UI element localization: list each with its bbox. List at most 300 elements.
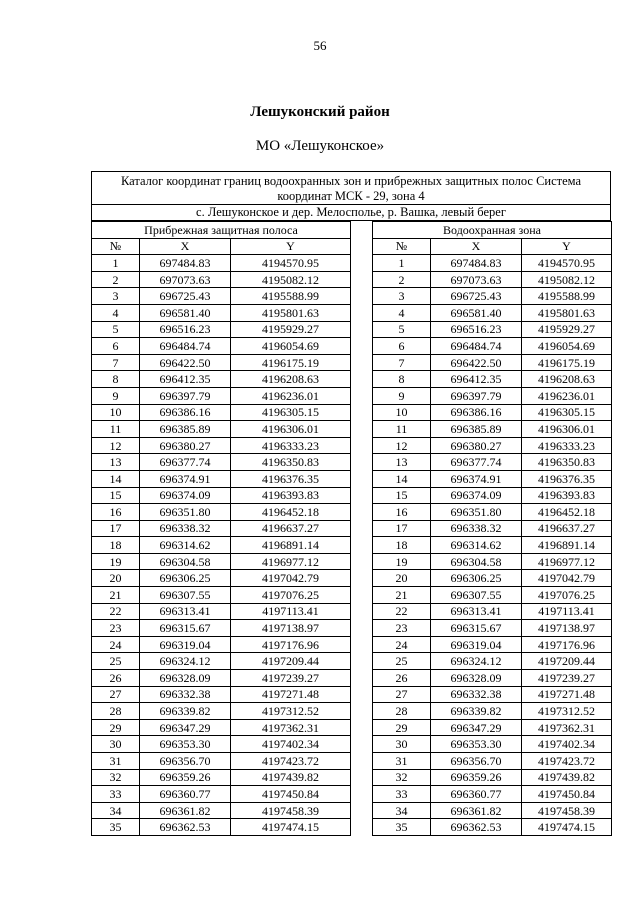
- table-row: [92, 520, 351, 537]
- x-coordinate: 696315.67: [431, 620, 522, 637]
- y-coordinate: 4197402.34: [231, 736, 351, 753]
- point-number: 34: [373, 802, 431, 819]
- x-coordinate: 696351.80: [431, 504, 522, 521]
- x-coordinate: 696484.74: [140, 338, 231, 355]
- x-coordinate: 696374.91: [431, 470, 522, 487]
- table-row: [373, 587, 612, 604]
- y-coordinate: 4196305.15: [231, 404, 351, 421]
- table-row: [92, 636, 351, 653]
- x-coordinate: 696307.55: [140, 587, 231, 604]
- table-row: [373, 686, 612, 703]
- x-coordinate: 696332.38: [140, 686, 231, 703]
- point-number: 20: [92, 570, 140, 587]
- x-coordinate: 696319.04: [140, 636, 231, 653]
- point-number: 3: [373, 288, 431, 305]
- table-row: [373, 703, 612, 720]
- x-coordinate: 696304.58: [140, 553, 231, 570]
- tables-area: [91, 221, 611, 841]
- y-coordinate: 4197113.41: [231, 603, 351, 620]
- y-coordinate: 4197439.82: [231, 769, 351, 786]
- coordinate-catalog: [91, 171, 611, 841]
- table-row: [92, 504, 351, 521]
- point-number: 3: [92, 288, 140, 305]
- table-row: [92, 719, 351, 736]
- y-coordinate: 4197402.34: [522, 736, 612, 753]
- y-coordinate: 4197239.27: [522, 670, 612, 687]
- y-coordinate: 4196306.01: [522, 421, 612, 438]
- x-coordinate: 696351.80: [140, 504, 231, 521]
- table-row: [373, 537, 612, 554]
- y-coordinate: 4197450.84: [231, 786, 351, 803]
- point-number: 1: [373, 255, 431, 272]
- y-coordinate: 4196208.63: [231, 371, 351, 388]
- x-coordinate: 696361.82: [140, 802, 231, 819]
- y-coordinate: 4196977.12: [522, 553, 612, 570]
- table-row: [92, 802, 351, 819]
- y-coordinate: 4197474.15: [231, 819, 351, 836]
- y-coordinate: 4197439.82: [522, 769, 612, 786]
- y-coordinate: 4195929.27: [231, 321, 351, 338]
- point-number: 15: [92, 487, 140, 504]
- table-row: [373, 271, 612, 288]
- x-coordinate: 696324.12: [140, 653, 231, 670]
- x-coordinate: 696314.62: [140, 537, 231, 554]
- point-number: 20: [373, 570, 431, 587]
- table-row: [373, 288, 612, 305]
- point-number: 26: [373, 670, 431, 687]
- table-row: [373, 670, 612, 687]
- y-coordinate: 4197239.27: [231, 670, 351, 687]
- x-coordinate: 696374.91: [140, 470, 231, 487]
- table-row: [92, 371, 351, 388]
- point-number: 13: [373, 454, 431, 471]
- y-coordinate: 4197113.41: [522, 603, 612, 620]
- x-coordinate: 696314.62: [431, 537, 522, 554]
- y-coordinate: 4196236.01: [522, 387, 612, 404]
- point-number: 24: [373, 636, 431, 653]
- x-coordinate: 697073.63: [431, 271, 522, 288]
- x-coordinate: 696377.74: [431, 454, 522, 471]
- point-number: 23: [373, 620, 431, 637]
- y-coordinate: 4196376.35: [522, 470, 612, 487]
- table-row: [92, 304, 351, 321]
- table-row: [373, 636, 612, 653]
- y-coordinate: 4195801.63: [231, 304, 351, 321]
- x-coordinate: 697073.63: [140, 271, 231, 288]
- point-number: 19: [373, 553, 431, 570]
- x-coordinate: 696347.29: [431, 719, 522, 736]
- y-coordinate: 4197450.84: [522, 786, 612, 803]
- table-row: [92, 404, 351, 421]
- point-number: 35: [373, 819, 431, 836]
- table-row: [373, 802, 612, 819]
- table-row: [92, 255, 351, 272]
- y-coordinate: 4197209.44: [522, 653, 612, 670]
- table-row: [373, 653, 612, 670]
- point-number: 6: [92, 338, 140, 355]
- x-coordinate: 696581.40: [431, 304, 522, 321]
- y-coordinate: 4196452.18: [231, 504, 351, 521]
- point-number: 30: [92, 736, 140, 753]
- x-coordinate: 696385.89: [431, 421, 522, 438]
- table-row: [373, 719, 612, 736]
- table-row: [373, 786, 612, 803]
- x-coordinate: 696306.25: [431, 570, 522, 587]
- column-header-x: X: [431, 238, 522, 255]
- table-row: [92, 653, 351, 670]
- y-coordinate: 4196393.83: [522, 487, 612, 504]
- y-coordinate: 4196054.69: [522, 338, 612, 355]
- x-coordinate: 696359.26: [431, 769, 522, 786]
- table-row: [92, 603, 351, 620]
- y-coordinate: 4197362.31: [231, 719, 351, 736]
- y-coordinate: 4196891.14: [231, 537, 351, 554]
- point-number: 4: [373, 304, 431, 321]
- point-number: 8: [92, 371, 140, 388]
- table-row: [92, 537, 351, 554]
- x-coordinate: 696725.43: [431, 288, 522, 305]
- table-row: [373, 470, 612, 487]
- x-coordinate: 696360.77: [140, 786, 231, 803]
- x-coordinate: 696359.26: [140, 769, 231, 786]
- coastal-protection-rows: [92, 255, 351, 836]
- table-row: [92, 819, 351, 836]
- table-row: [373, 769, 612, 786]
- table-row: [373, 504, 612, 521]
- y-coordinate: 4194570.95: [522, 255, 612, 272]
- y-coordinate: 4194570.95: [231, 255, 351, 272]
- x-coordinate: 696313.41: [431, 603, 522, 620]
- x-coordinate: 696412.35: [140, 371, 231, 388]
- y-coordinate: 4195588.99: [231, 288, 351, 305]
- point-number: 11: [92, 421, 140, 438]
- y-coordinate: 4196054.69: [231, 338, 351, 355]
- table-row: [373, 255, 612, 272]
- x-coordinate: 696319.04: [431, 636, 522, 653]
- point-number: 8: [373, 371, 431, 388]
- point-number: 5: [373, 321, 431, 338]
- y-coordinate: 4197042.79: [522, 570, 612, 587]
- x-coordinate: 696328.09: [140, 670, 231, 687]
- y-coordinate: 4197474.15: [522, 819, 612, 836]
- table-row: [373, 304, 612, 321]
- coastal-protection-caption: Прибрежная защитная полоса: [92, 222, 351, 239]
- point-number: 31: [92, 753, 140, 770]
- column-header-number: №: [92, 238, 140, 255]
- x-coordinate: 696313.41: [140, 603, 231, 620]
- point-number: 33: [92, 786, 140, 803]
- point-number: 19: [92, 553, 140, 570]
- x-coordinate: 696374.09: [140, 487, 231, 504]
- y-coordinate: 4196333.23: [522, 437, 612, 454]
- x-coordinate: 696386.16: [140, 404, 231, 421]
- water-protection-table: [372, 221, 612, 836]
- point-number: 2: [373, 271, 431, 288]
- table-row: [373, 404, 612, 421]
- table-row: [373, 421, 612, 438]
- table-row: [373, 603, 612, 620]
- point-number: 32: [373, 769, 431, 786]
- column-header-number: №: [373, 238, 431, 255]
- table-row: [92, 387, 351, 404]
- x-coordinate: 696385.89: [140, 421, 231, 438]
- point-number: 25: [92, 653, 140, 670]
- y-coordinate: 4196305.15: [522, 404, 612, 421]
- table-row: [92, 753, 351, 770]
- table-row: [373, 819, 612, 836]
- y-coordinate: 4195082.12: [231, 271, 351, 288]
- y-coordinate: 4197271.48: [522, 686, 612, 703]
- point-number: 17: [92, 520, 140, 537]
- point-number: 13: [92, 454, 140, 471]
- x-coordinate: 696307.55: [431, 587, 522, 604]
- y-coordinate: 4197271.48: [231, 686, 351, 703]
- y-coordinate: 4196236.01: [231, 387, 351, 404]
- table-row: [92, 454, 351, 471]
- point-number: 2: [92, 271, 140, 288]
- water-protection-caption: Водоохранная зона: [373, 222, 612, 239]
- y-coordinate: 4196452.18: [522, 504, 612, 521]
- y-coordinate: 4197176.96: [231, 636, 351, 653]
- point-number: 33: [373, 786, 431, 803]
- table-row: [92, 321, 351, 338]
- point-number: 29: [373, 719, 431, 736]
- table-row: [92, 354, 351, 371]
- x-coordinate: 696360.77: [431, 786, 522, 803]
- y-coordinate: 4197423.72: [522, 753, 612, 770]
- point-number: 10: [373, 404, 431, 421]
- y-coordinate: 4196350.83: [522, 454, 612, 471]
- point-number: 7: [92, 354, 140, 371]
- point-number: 27: [92, 686, 140, 703]
- y-coordinate: 4196977.12: [231, 553, 351, 570]
- x-coordinate: 696315.67: [140, 620, 231, 637]
- catalog-location: с. Лешуконское и дер. Мелосполье, р. Вашка, левый берег: [91, 205, 611, 221]
- point-number: 30: [373, 736, 431, 753]
- x-coordinate: 696361.82: [431, 802, 522, 819]
- x-coordinate: 697484.83: [140, 255, 231, 272]
- table-row: [92, 620, 351, 637]
- table-row: [92, 769, 351, 786]
- x-coordinate: 696725.43: [140, 288, 231, 305]
- y-coordinate: 4196376.35: [231, 470, 351, 487]
- x-coordinate: 696304.58: [431, 553, 522, 570]
- x-coordinate: 696356.70: [431, 753, 522, 770]
- x-coordinate: 696377.74: [140, 454, 231, 471]
- y-coordinate: 4196175.19: [231, 354, 351, 371]
- table-row: [92, 421, 351, 438]
- table-row: [92, 487, 351, 504]
- y-coordinate: 4197076.25: [231, 587, 351, 604]
- district-title: Лешуконский район: [250, 104, 390, 120]
- x-coordinate: 697484.83: [431, 255, 522, 272]
- y-coordinate: 4197458.39: [231, 802, 351, 819]
- x-coordinate: 696339.82: [140, 703, 231, 720]
- x-coordinate: 696380.27: [140, 437, 231, 454]
- point-number: 23: [92, 620, 140, 637]
- table-row: [92, 686, 351, 703]
- point-number: 9: [373, 387, 431, 404]
- column-header-y: Y: [231, 238, 351, 255]
- table-row: [373, 321, 612, 338]
- x-coordinate: 696353.30: [431, 736, 522, 753]
- table-row: [373, 620, 612, 637]
- table-row: [92, 587, 351, 604]
- y-coordinate: 4196175.19: [522, 354, 612, 371]
- point-number: 31: [373, 753, 431, 770]
- y-coordinate: 4196333.23: [231, 437, 351, 454]
- table-row: [92, 470, 351, 487]
- point-number: 21: [92, 587, 140, 604]
- municipality-title: МО «Лешуконское»: [255, 138, 385, 154]
- table-row: [373, 387, 612, 404]
- y-coordinate: 4197362.31: [522, 719, 612, 736]
- point-number: 12: [92, 437, 140, 454]
- y-coordinate: 4196637.27: [231, 520, 351, 537]
- x-coordinate: 696362.53: [140, 819, 231, 836]
- y-coordinate: 4197176.96: [522, 636, 612, 653]
- x-coordinate: 696397.79: [431, 387, 522, 404]
- point-number: 27: [373, 686, 431, 703]
- y-coordinate: 4197209.44: [231, 653, 351, 670]
- water-protection-rows: [373, 255, 612, 836]
- table-row: [373, 437, 612, 454]
- x-coordinate: 696306.25: [140, 570, 231, 587]
- table-row: [92, 736, 351, 753]
- y-coordinate: 4195082.12: [522, 271, 612, 288]
- point-number: 28: [373, 703, 431, 720]
- y-coordinate: 4196637.27: [522, 520, 612, 537]
- point-number: 34: [92, 802, 140, 819]
- x-coordinate: 696581.40: [140, 304, 231, 321]
- point-number: 28: [92, 703, 140, 720]
- table-row: [373, 487, 612, 504]
- y-coordinate: 4195588.99: [522, 288, 612, 305]
- y-coordinate: 4197312.52: [522, 703, 612, 720]
- y-coordinate: 4196393.83: [231, 487, 351, 504]
- x-coordinate: 696339.82: [431, 703, 522, 720]
- point-number: 26: [92, 670, 140, 687]
- x-coordinate: 696397.79: [140, 387, 231, 404]
- x-coordinate: 696386.16: [431, 404, 522, 421]
- table-row: [373, 736, 612, 753]
- point-number: 4: [92, 304, 140, 321]
- x-coordinate: 696338.32: [431, 520, 522, 537]
- point-number: 22: [373, 603, 431, 620]
- point-number: 29: [92, 719, 140, 736]
- table-row: [373, 354, 612, 371]
- point-number: 18: [373, 537, 431, 554]
- table-row: [373, 570, 612, 587]
- point-number: 10: [92, 404, 140, 421]
- catalog-title: [91, 171, 611, 205]
- x-coordinate: 696380.27: [431, 437, 522, 454]
- table-row: [373, 553, 612, 570]
- table-row: [92, 271, 351, 288]
- point-number: 14: [373, 470, 431, 487]
- y-coordinate: 4197138.97: [231, 620, 351, 637]
- y-coordinate: 4195801.63: [522, 304, 612, 321]
- x-coordinate: 696353.30: [140, 736, 231, 753]
- x-coordinate: 696332.38: [431, 686, 522, 703]
- y-coordinate: 4196350.83: [231, 454, 351, 471]
- table-row: [373, 371, 612, 388]
- y-coordinate: 4196891.14: [522, 537, 612, 554]
- y-coordinate: 4196306.01: [231, 421, 351, 438]
- point-number: 7: [373, 354, 431, 371]
- x-coordinate: 696422.50: [431, 354, 522, 371]
- table-row: [373, 454, 612, 471]
- point-number: 32: [92, 769, 140, 786]
- table-row: [92, 338, 351, 355]
- y-coordinate: 4197423.72: [231, 753, 351, 770]
- point-number: 18: [92, 537, 140, 554]
- table-row: [373, 520, 612, 537]
- y-coordinate: 4195929.27: [522, 321, 612, 338]
- table-row: [92, 288, 351, 305]
- y-coordinate: 4197042.79: [231, 570, 351, 587]
- y-coordinate: 4197076.25: [522, 587, 612, 604]
- y-coordinate: 4197312.52: [231, 703, 351, 720]
- point-number: 14: [92, 470, 140, 487]
- point-number: 17: [373, 520, 431, 537]
- table-row: [92, 786, 351, 803]
- page-number: 56: [313, 38, 327, 53]
- table-row: [373, 338, 612, 355]
- point-number: 9: [92, 387, 140, 404]
- point-number: 21: [373, 587, 431, 604]
- table-row: [92, 437, 351, 454]
- table-row: [92, 553, 351, 570]
- point-number: 25: [373, 653, 431, 670]
- point-number: 22: [92, 603, 140, 620]
- point-number: 16: [92, 504, 140, 521]
- point-number: 16: [373, 504, 431, 521]
- x-coordinate: 696422.50: [140, 354, 231, 371]
- point-number: 11: [373, 421, 431, 438]
- table-row: [92, 703, 351, 720]
- x-coordinate: 696347.29: [140, 719, 231, 736]
- point-number: 15: [373, 487, 431, 504]
- point-number: 6: [373, 338, 431, 355]
- column-header-y: Y: [522, 238, 612, 255]
- x-coordinate: 696356.70: [140, 753, 231, 770]
- x-coordinate: 696484.74: [431, 338, 522, 355]
- table-row: [373, 753, 612, 770]
- x-coordinate: 696516.23: [431, 321, 522, 338]
- coastal-protection-table: [91, 221, 351, 836]
- x-coordinate: 696412.35: [431, 371, 522, 388]
- catalog-title-line-2: координат МСК - 29, зона 4: [277, 189, 425, 203]
- table-row: [92, 670, 351, 687]
- x-coordinate: 696324.12: [431, 653, 522, 670]
- x-coordinate: 696338.32: [140, 520, 231, 537]
- x-coordinate: 696362.53: [431, 819, 522, 836]
- y-coordinate: 4196208.63: [522, 371, 612, 388]
- x-coordinate: 696516.23: [140, 321, 231, 338]
- catalog-title-line-1: Каталог координат границ водоохранных зон и прибрежных защитных полос Система: [120, 174, 582, 188]
- point-number: 1: [92, 255, 140, 272]
- column-header-x: X: [140, 238, 231, 255]
- point-number: 35: [92, 819, 140, 836]
- x-coordinate: 696328.09: [431, 670, 522, 687]
- point-number: 24: [92, 636, 140, 653]
- point-number: 5: [92, 321, 140, 338]
- y-coordinate: 4197458.39: [522, 802, 612, 819]
- x-coordinate: 696374.09: [431, 487, 522, 504]
- table-row: [92, 570, 351, 587]
- point-number: 12: [373, 437, 431, 454]
